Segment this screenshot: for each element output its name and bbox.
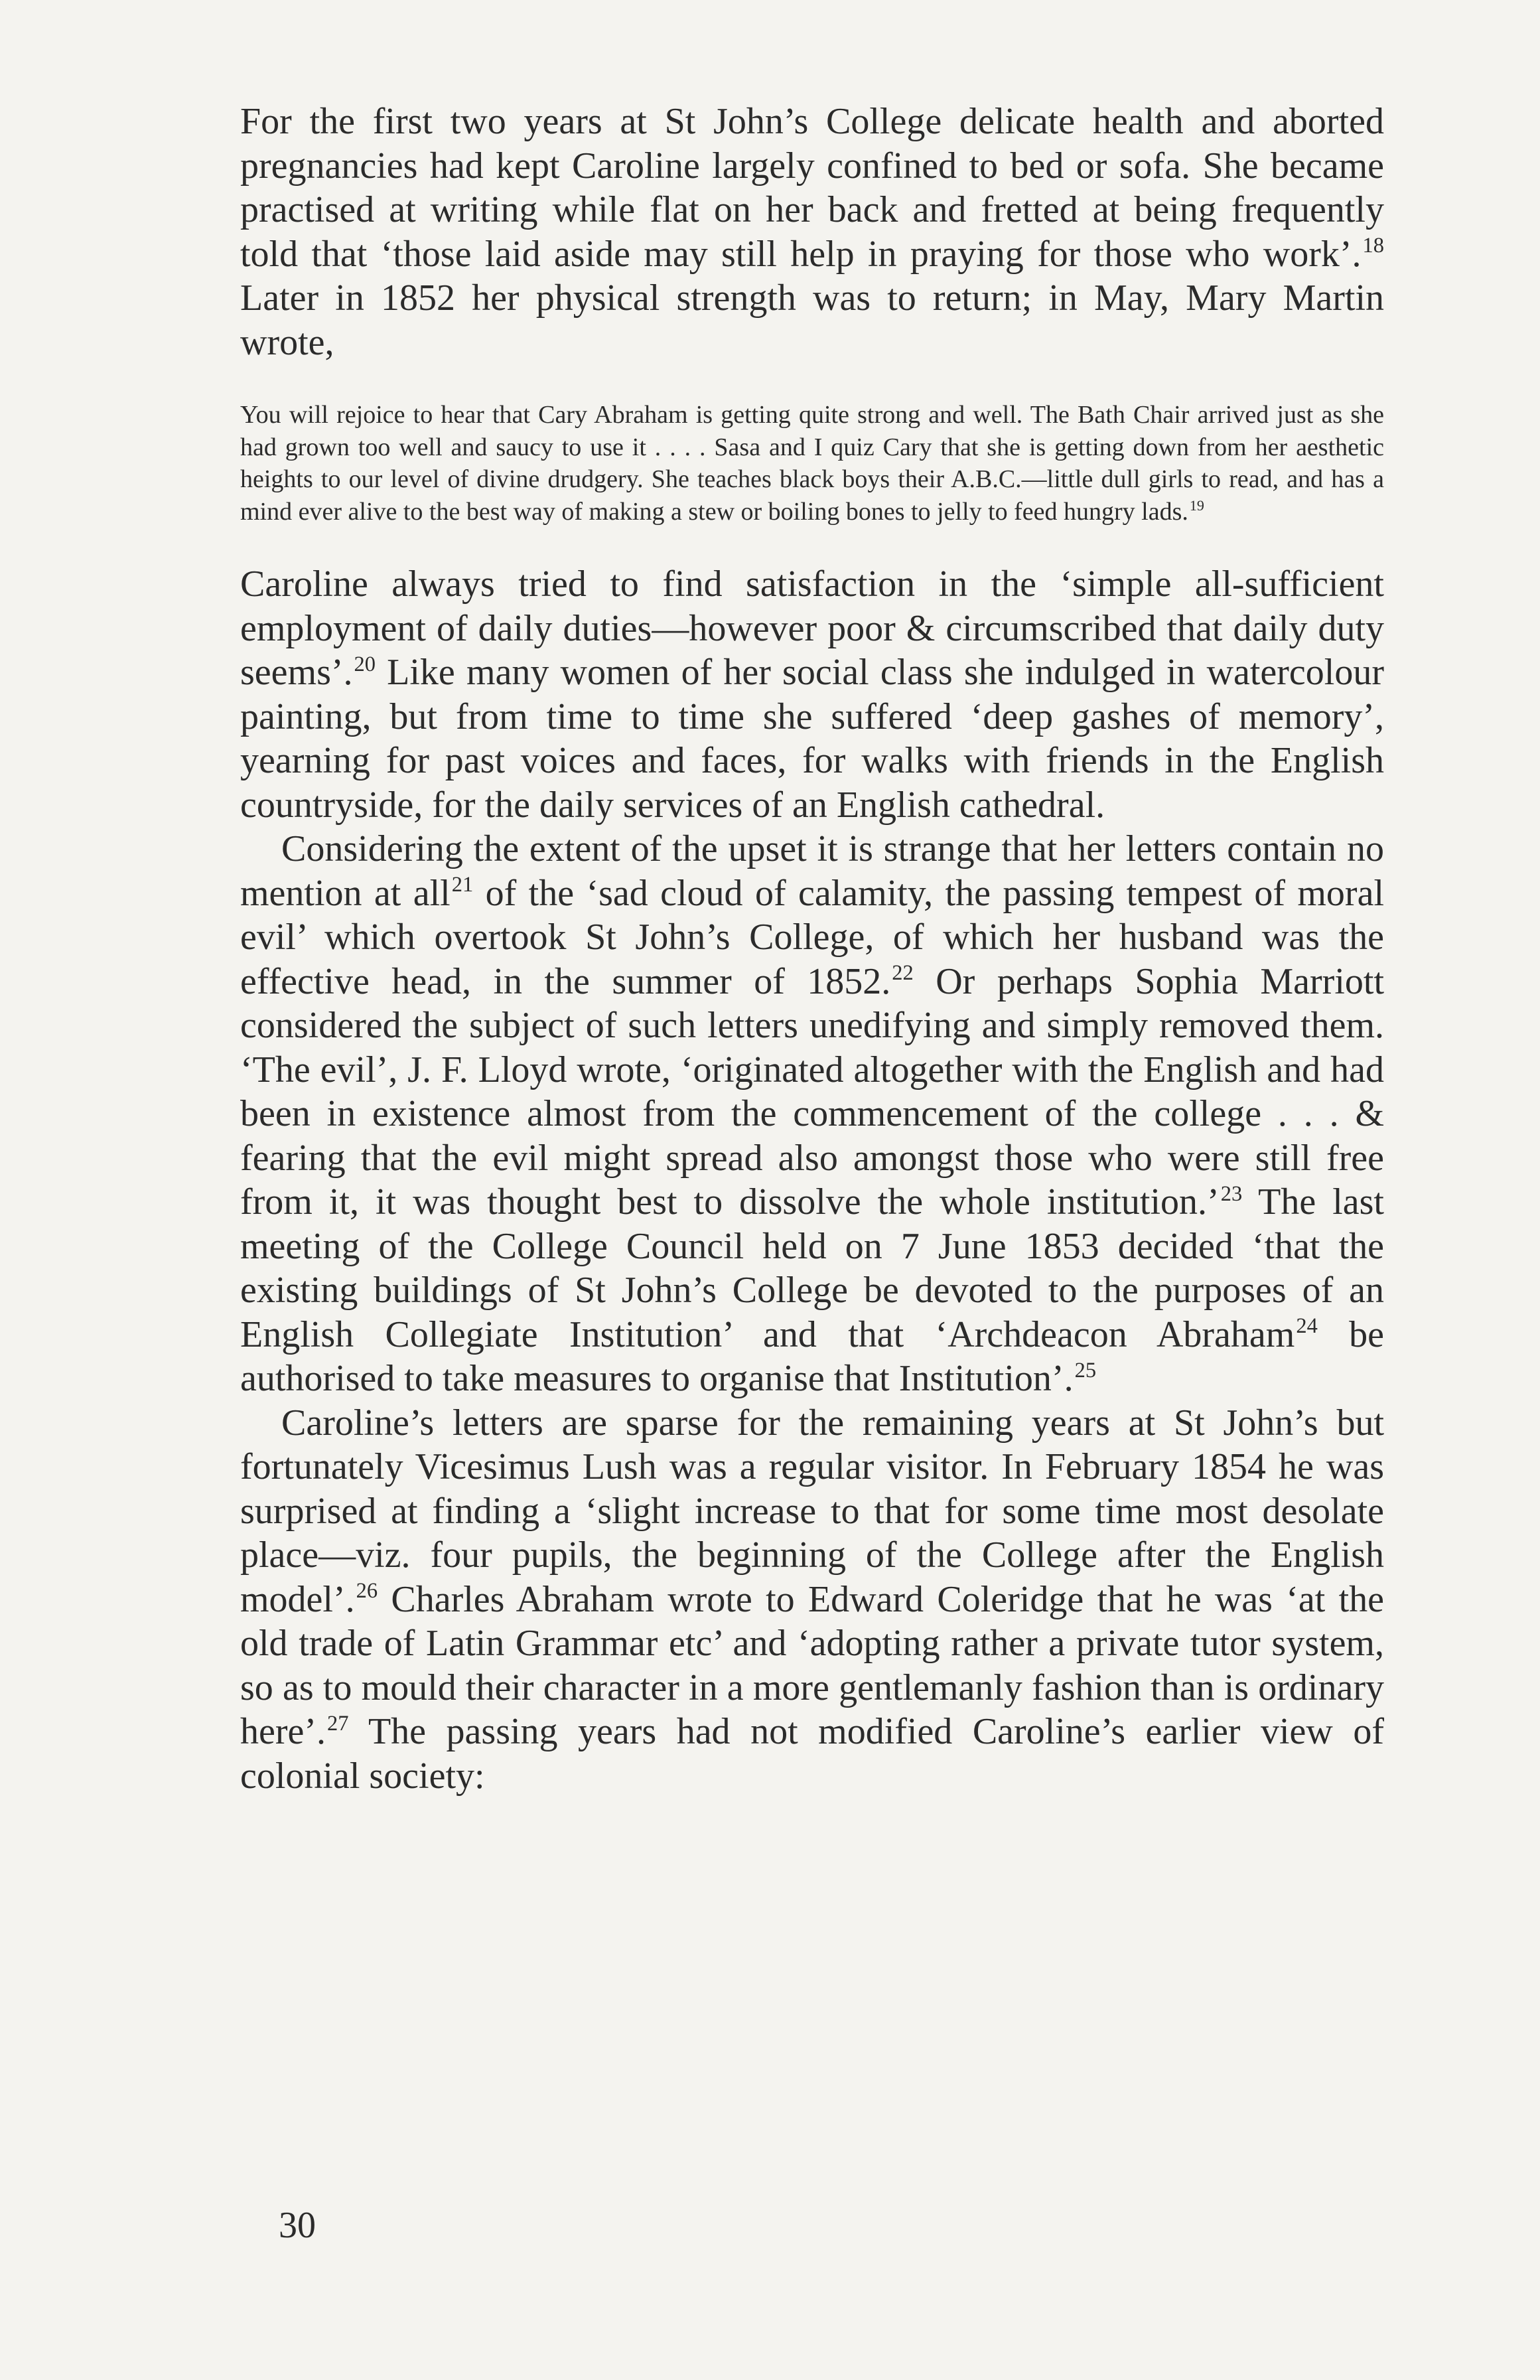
text-run: Caroline’s letters are sparse for the remaining years at St John’s but fortunately Vicesimus Lush was a regular visitor. In February 1854 he was surprised at finding a ‘slight increase to that for some time most desolate place—viz. four pupils, the beginning of the College after the English model’.: [240, 1402, 1384, 1620]
text-run: The passing years had not modified Caroline’s earlier view of colonial society:: [240, 1711, 1384, 1797]
text-run: The last meeting of the College Council held on 7 June 1853 decided ‘that the existing buildings of St John’s College be devoted to the purposes of an English Collegiate Institution’ and that ‘Archdeacon Abraham: [240, 1181, 1384, 1355]
footnote-marker: 24: [1296, 1314, 1318, 1339]
footnote-marker: 26: [356, 1579, 378, 1603]
text-run: Later in 1852 her physical strength was to return; in May, Mary Martin wrote,: [240, 277, 1384, 363]
text-run: Caroline always tried to find satisfaction in the ‘simple all-sufficient employment of daily duties—however poor & circumscribed that daily duty seems’.: [240, 563, 1384, 693]
body-paragraph: [240, 1401, 1384, 1799]
block-quote: [240, 399, 1384, 528]
footnote-marker: 19: [1189, 496, 1204, 514]
text-run: You will rejoice to hear that Cary Abraham is getting quite strong and well. The Bath Chair arrived just as she had grown too well and saucy to use it . . . . Sasa and I quiz Cary that she is getting down from her aesthetic heights to our level of divine drudgery. She teaches black boys their A.B.C.—little dull girls to read, and has a mind ever alive to the best way of making a stew or boiling bones to jelly to feed hungry lads.: [240, 401, 1384, 526]
body-paragraph: [240, 827, 1384, 1401]
intro-paragraphs: [240, 100, 1384, 364]
body-paragraphs: [240, 562, 1384, 1798]
text-run: Like many women of her social class she indulged in watercolour painting, but from time to time she suffered ‘deep gashes of memory’, yearning for past voices and faces, for walks with friends in the English countryside, for the daily services of an English cathedral.: [240, 652, 1384, 826]
text-run: For the first two years at St John’s College delicate health and aborted pregnancies had kept Caroline largely confined to bed or sofa. She became practised at writing while flat on her back and fretted at being frequently told that ‘those laid aside may still help in praying for those who work’.: [240, 101, 1384, 275]
footnote-marker: 22: [892, 961, 914, 986]
body-paragraph: [240, 100, 1384, 364]
page-body: [240, 100, 1384, 1798]
body-paragraph: [240, 562, 1384, 827]
footnote-marker: 27: [327, 1711, 349, 1736]
footnote-marker: 21: [451, 873, 474, 897]
footnote-marker: 23: [1220, 1181, 1243, 1206]
footnote-marker: 25: [1074, 1358, 1097, 1382]
text-run: of the ‘sad cloud of calamity, the passing tempest of moral evil’ which overtook St John’s College, of which her husband was the effective head, in the summer of 1852.: [240, 872, 1384, 1002]
text-run: be authorised to take measures to organise that Institution’.: [240, 1313, 1384, 1399]
text-run: Or perhaps Sophia Marriott considered the subject of such letters unedifying and simply removed them. ‘The evil’, J. F. Lloyd wrote, ‘originated altogether with the English and had been in existence almost from the commencement of the college . . . & fearing that the evil might spread also amongst those who were still free from it, it was thought best to dissolve the whole institution.’: [240, 960, 1384, 1223]
footnote-marker: 20: [354, 652, 376, 676]
page-number: 30: [279, 2205, 316, 2246]
footnote-marker: 18: [1362, 234, 1384, 258]
text-run: Charles Abraham wrote to Edward Coleridge that he was ‘at the old trade of Latin Grammar etc’ and ‘adopting rather a private tutor system, so as to mould their character in a more gentlemanly fashion than is ordinary here’.: [240, 1578, 1384, 1752]
text-run: Considering the extent of the upset it is strange that her letters contain no mention at all: [240, 828, 1384, 914]
